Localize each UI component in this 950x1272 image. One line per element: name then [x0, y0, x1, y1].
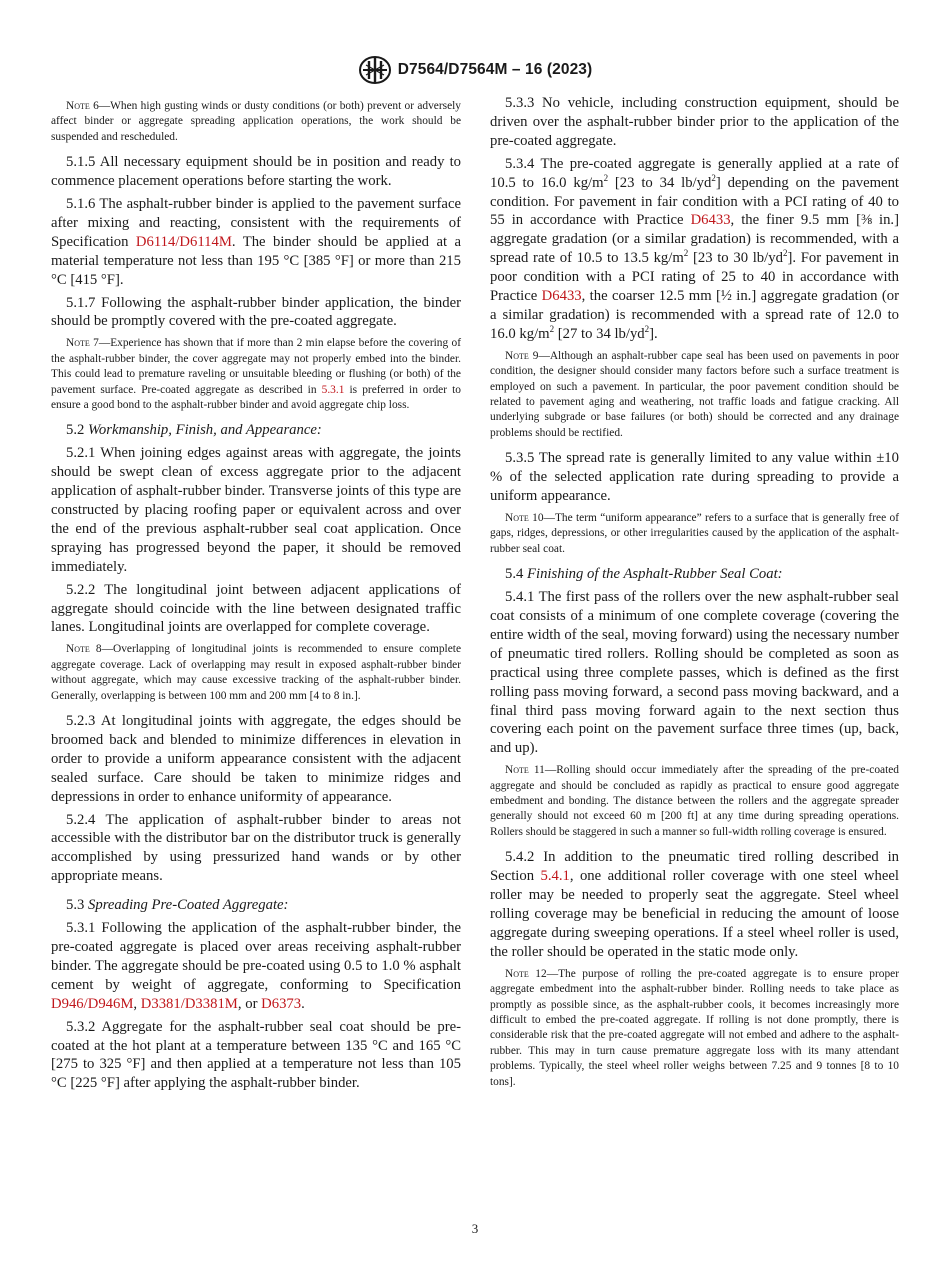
paragraph-text: . The binder should be applied at a material temperature not less than 195 °C [385 °F] or more than 215 °C [415 °F].: [51, 233, 461, 288]
note-label: Note 6: [66, 100, 99, 112]
paragraph-5-2-4: 5.2.4 The application of asphalt-rubber binder to areas not accessible with the distributor bar on the distributor truck is generally accomplished by using pressurized hand wands or by other appropriate means.: [51, 811, 461, 885]
note-text: —Overlapping of longitudinal joints is recommended to ensure complete aggregate coverage. Lack of overlapping may result in exposed asphalt-rubber binder without aggregate, which may cause excessive tracking of the asphalt-rubber binder. Generally, overlapping is between 100 mm and 200 mm [4 to 8 in.].: [51, 643, 461, 702]
section-number: 5.4: [505, 566, 528, 583]
note-text: —Experience has shown that if more than 2 min elapse before the covering of the asphalt-rubber binder, the cover aggregate may not properly embed into the binder. This could lead to premature raveling or unsuitable bleeding or flushing (or both) of the pavement surface. Pre-coated aggregate as described in: [51, 337, 461, 396]
paragraph-5-4-2: [490, 848, 899, 961]
link-d3381[interactable]: D3381/D3381M: [140, 995, 238, 1012]
superscript: 2: [644, 323, 650, 334]
note-7: [51, 336, 461, 413]
separator: ,: [133, 995, 141, 1012]
section-title: Workmanship, Finish, and Appearance:: [88, 422, 322, 439]
paragraph-text: ] depending on the pavement condition. For pavement in fair condition with a PCI rating of 40 to 55 in accordance with Practice: [490, 174, 899, 229]
paragraph-text: , one additional roller coverage with one steel wheel roller may be needed to properly seat the aggregate. Steel wheel rolling coverage may be beneficial in reducing the amount of loose aggregate during sweeping operations. If a steel wheel roller is used, the roller should be operated in the static mode only.: [490, 868, 899, 960]
note-12: [490, 967, 899, 1090]
superscript: 2: [603, 172, 609, 183]
note-label: Note 12: [505, 967, 547, 980]
section-title: Finishing of the Asphalt-Rubber Seal Coat:: [527, 566, 783, 583]
link-d6373[interactable]: D6373: [261, 995, 302, 1012]
right-column: [490, 94, 899, 1098]
page-header: [0, 53, 950, 87]
document-id: D7564/D7564M – 16 (2023): [397, 61, 593, 78]
paragraph-text: [23 to 30 lb/yd: [688, 250, 783, 267]
link-d946[interactable]: D946/D946M: [51, 995, 134, 1012]
paragraph-text: 5.4.2 In addition to the pneumatic tired rolling described in Section: [490, 849, 899, 885]
paragraph-5-3-3: 5.3.3 No vehicle, including construction equipment, should be driven over the asphalt-rubber binder prior to the application of the pre-coated aggregate.: [490, 95, 899, 149]
note-label: Note 7: [66, 337, 99, 350]
note-10: [490, 511, 899, 557]
note-8: [51, 642, 461, 704]
section-heading-5-4: [490, 565, 899, 584]
superscript: 2: [711, 172, 716, 183]
section-heading-5-3: [51, 896, 461, 915]
separator: , or: [237, 995, 262, 1012]
link-5-3-1[interactable]: 5.3.1: [321, 383, 345, 396]
note-text: is preferred in order to ensure a good bond to the asphalt-rubber binder and avoid aggregate chip loss.: [51, 383, 461, 411]
paragraph-5-3-4: [490, 155, 899, 344]
superscript: 2: [782, 248, 788, 259]
paragraph-5-1-7: 5.1.7 Following the asphalt-rubber binder application, the binder should be promptly covered with the pre-coated aggregate.: [51, 294, 461, 330]
paragraph-text: 5.1.6 The asphalt-rubber binder is applied to the pavement surface after mixing and reacting, consistent with the requirements of Specification: [51, 196, 461, 250]
paragraph-text: 5.3.4 The pre-coated aggregate is generally applied at a rate of 10.5 to 16.0 kg/m: [490, 155, 899, 191]
paragraph-text: .: [301, 995, 305, 1012]
note-text: —Rolling should occur immediately after the spreading of the pre-coated aggregate and should be concluded as rapidly as practical to ensure good aggregate embedment and bonding. The distance between the rollers and the aggregate spreader generally should not exceed 60 m [200 ft] at any time during spreading operations. Rollers should be staggered in such a manner so full-width rolling coverage is ensured.: [490, 764, 900, 838]
link-d6433[interactable]: D6433: [690, 212, 731, 229]
paragraph-text: , the coarser 12.5 mm [½ in.] aggregate gradation (or a similar gradation) is recommended with a spread rate of 12.0 to 16.0 kg/m: [490, 288, 899, 342]
note-9: [490, 349, 899, 441]
paragraph-5-3-2: 5.3.2 Aggregate for the asphalt-rubber seal coat should be pre-coated at the hot plant at a temperature between 135 °C and 165 °C [275 to 325 °F] and then applied at a temperature not less than 105 °C [225 °F] after applying the asphalt-rubber binder.: [51, 1018, 461, 1092]
superscript: 2: [549, 323, 555, 334]
note-11: [490, 763, 899, 840]
note-label: Note 9: [505, 349, 539, 362]
note-label: Note 8: [66, 643, 102, 656]
section-number: 5.2: [66, 422, 89, 439]
section-title: Spreading Pre-Coated Aggregate:: [88, 897, 289, 914]
note-label: Note 10: [505, 511, 544, 524]
note-text: —When high gusting winds or dusty conditions (or both) prevent or adversely affect binder or aggregate spreading application operations, the work should be suspended and rescheduled.: [51, 100, 461, 143]
paragraph-5-1-5: 5.1.5 All necessary equipment should be in position and ready to commence placement operations before starting the work.: [51, 154, 461, 190]
paragraph-text: [27 to 34 lb/yd: [554, 325, 645, 342]
section-heading-5-2: [51, 421, 461, 440]
paragraph-5-2-1: 5.2.1 When joining edges against areas with aggregate, the joints should be swept clean of excess aggregate prior to the adjacent application of asphalt-rubber binder. Transverse joints of this type are constructed by placing roofing paper or equivalent across and over the end of the previous asphalt-rubber seal coat application. Once spraying has progressed beyond the paper, it should be removed immediately.: [51, 445, 461, 575]
note-text: —The term “uniform appearance” refers to a surface that is generally free of gaps, ridges, depressions, or other irregularities caused by the application of the asphalt-rubber seal coat.: [490, 511, 899, 555]
paragraph-text: ].: [649, 325, 658, 342]
page-number: 3: [471, 1221, 479, 1236]
astm-logo-icon: [358, 55, 392, 85]
paragraph-5-2-2: 5.2.2 The longitudinal joint between adjacent applications of aggregate should coincide with the line between designated traffic lanes. Longitudinal joints are overlapped for complete coverage.: [51, 581, 461, 636]
note-text: —Although an asphalt-rubber cape seal has been used on pavements in poor condition, the designer should consider many factors before such a surface treatment is employed on such a pavement. In particular, the poor pavement condition should be related to pavement aging and weathering, not traffic loads and fatigue cracking. All underlying subgrade or base failures (or both) should be corrected and any drainage problems should be rectified.: [490, 349, 899, 439]
left-column: [51, 94, 461, 1097]
note-text: —The purpose of rolling the pre-coated aggregate is to ensure proper aggregate embedment into the asphalt-rubber binder. Rolling needs to take place as promptly as possible since, as the asphalt-rubber cools, it becomes increasingly more difficult to embed the pre-coated aggregate. If rolling is not done promptly, there is considerable risk that the pre-coated aggregate will not embed and adhere to the asphalt-rubber. This may in turn cause premature aggregate loss with its many attendant problems. Typically, the steel wheel roller weighs between 7.25 and 9 tonnes [8 to 10 tons].: [490, 967, 900, 1088]
paragraph-5-1-6: [51, 195, 461, 290]
paragraph-text: [23 to 34 lb/yd: [608, 174, 712, 191]
link-d6114[interactable]: D6114/D6114M: [135, 233, 232, 250]
paragraph-text: 5.3.1 Following the application of the asphalt-rubber binder, the pre-coated aggregate is placed over areas receiving asphalt-rubber binder. The aggregate should be pre-coated using 0.5 to 1.0 % asphalt cement by weight of aggregate, conforming to Specification: [51, 920, 461, 993]
paragraph-5-3-5: 5.3.5 The spread rate is generally limited to any value within ±10 % of the selected application rate during spreading to provide a uniform appearance.: [490, 450, 899, 505]
section-number: 5.3: [66, 897, 89, 914]
paragraph-5-3-1: [51, 919, 461, 1014]
note-6: [51, 99, 461, 145]
link-5-4-1[interactable]: 5.4.1: [540, 868, 570, 885]
paragraph-5-4-1: 5.4.1 The first pass of the rollers over the new asphalt-rubber seal coat consists of a minimum of one complete coverage (covering the entire width of the seal, moving forward) using the necessary number of pneumatic tired rollers. Rolling should be completed as soon as practical using three complete passes, which is defined as the first rolling pass moving forward, a second pass moving backward, and a final third pass moving forward again to the next section thus covering each point on the pavement surface three times (up, back, and up).: [490, 589, 899, 757]
note-label: Note 11: [505, 764, 545, 777]
paragraph-5-2-3: 5.2.3 At longitudinal joints with aggregate, the edges should be broomed back and blended to minimize differences in elevation in order to provide a uniform appearance consistent with the adjacent sealed surface. Care should be taken to minimize ridges and depressions in order to enhance uniformity of appearance.: [51, 713, 461, 805]
superscript: 2: [683, 248, 689, 259]
paragraph-text: ]. For pavement in poor condition with a PCI rating of 25 to 40 in accordance with Practice: [490, 250, 900, 305]
paragraph-text: , the finer 9.5 mm [⅜ in.] aggregate gradation (or a similar gradation) is recommended, with a spread rate of 10.5 to 13.5 kg/m: [490, 212, 899, 267]
link-d6433[interactable]: D6433: [541, 288, 582, 305]
